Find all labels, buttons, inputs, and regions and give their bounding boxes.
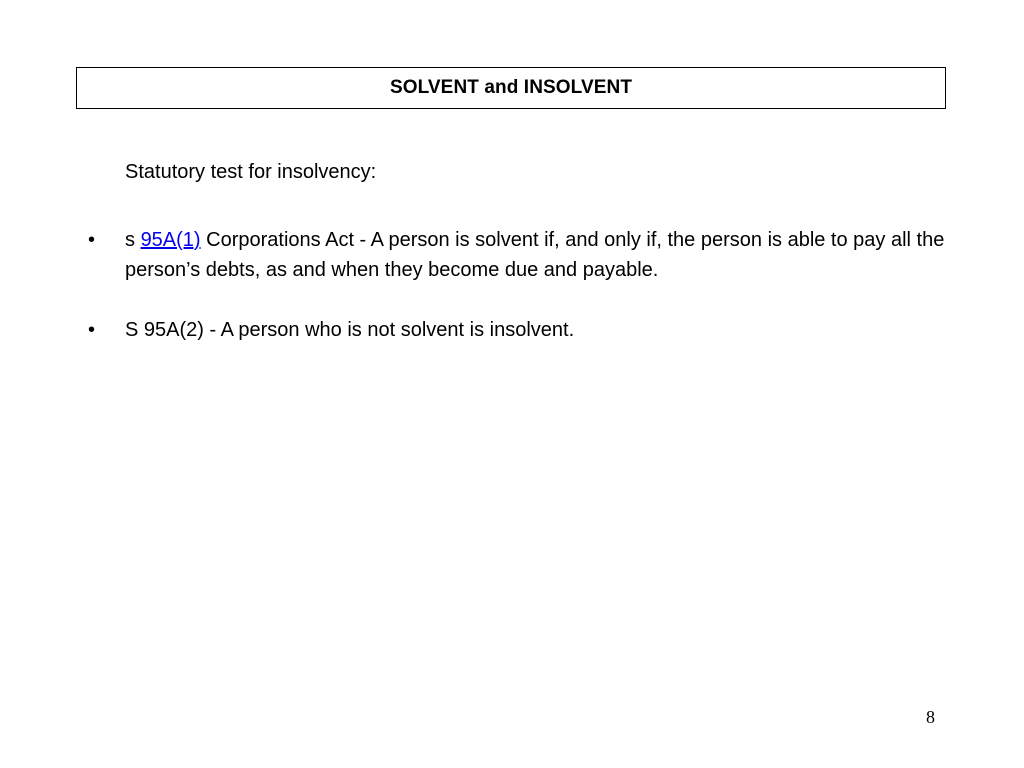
bullet-list [88, 225, 948, 375]
bullet-icon: • [88, 229, 96, 251]
slide-title: SOLVENT and INSOLVENT [389, 77, 633, 98]
bullet-text: Corporations Act - A person is solvent if, and only if, the person is able to pay all the person’s debts, as and when they become due and payable. [125, 229, 945, 281]
intro-text: Statutory test for insolvency: [125, 161, 377, 183]
bullet-icon: • [88, 319, 96, 341]
section-95a1-link[interactable]: 95A(1) [140, 229, 201, 251]
slide-title-box [76, 67, 946, 109]
bullet-prefix: s [125, 229, 141, 251]
page-number: 8 [926, 707, 935, 727]
bullet-item [88, 225, 948, 285]
bullet-item [88, 315, 948, 345]
bullet-text: S 95A(2) - A person who is not solvent is insolvent. [125, 319, 575, 341]
